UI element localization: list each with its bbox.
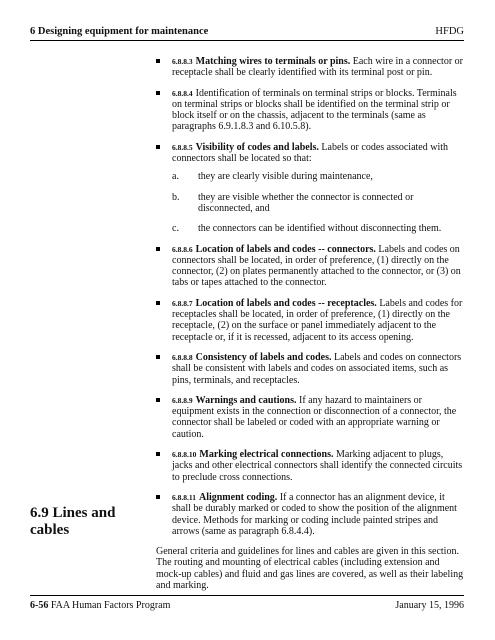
paragraph-title: Matching wires to terminals or pins. xyxy=(195,56,351,67)
list-item-text: they are visible whether the connector is connected or disconnected, and xyxy=(198,191,414,214)
paragraph-6-8-8-5 xyxy=(156,142,466,165)
section-intro: General criteria and guidelines for lines and cables are given in this section. The routing and mounting of electrical cables (including extension and mock-up cables) and fluid and gas lines are covered, as well as their labeling and marking. xyxy=(156,546,464,591)
list-item-text: the connectors can be identified without disconnecting them. xyxy=(198,223,442,235)
footer-program: FAA Human Factors Program xyxy=(50,600,171,611)
paragraph-text: Labels and codes for receptacles shall be located, in order of preference, (1) directly on the receptacle, (2) on the surface or panel immediately adjacent to the receptacle or, if it is recessed, adjacent to its access opening. xyxy=(172,297,463,343)
body-column xyxy=(156,56,466,591)
paragraph-title: Consistency of labels and codes. xyxy=(195,351,332,363)
list-item xyxy=(172,171,466,182)
paragraph-6-8-8-6 xyxy=(156,244,466,289)
paragraph-text: If a connector has an alignment device, it shall be durably marked or coded to show the position of the alignment device. Methods for marking or coding include painted stripes and arrows (same as paragraph 6.8.4.4). xyxy=(172,491,457,537)
paragraph-number: 6.8.8.5 xyxy=(172,142,193,152)
list-item xyxy=(172,192,466,215)
paragraph-title: Marking electrical connections. xyxy=(199,449,334,461)
paragraph-6-8-8-9 xyxy=(156,395,466,440)
section-heading: 6.9 Lines and cables xyxy=(30,505,116,538)
paragraph-text: Labels and codes on connectors shall be located, in order of preference, (1) directly on the connector, (2) on plates permanently attached to the connector, or (3) on tabs or tapes attached to the connector. xyxy=(172,243,461,289)
list-item-text: they are clearly visible during maintenance, xyxy=(198,171,373,183)
paragraph-number: 6.8.8.7 xyxy=(172,298,193,308)
footer-left xyxy=(30,600,170,611)
page-number: 6-56 xyxy=(30,600,49,611)
paragraph-number: 6.8.8.9 xyxy=(172,395,193,405)
paragraph-number: 6.8.8.6 xyxy=(172,244,193,254)
paragraph-title: Visibility of codes and labels. xyxy=(195,141,319,153)
page-header xyxy=(30,26,464,41)
paragraph-6-8-8-4 xyxy=(156,88,466,133)
paragraph-number: 6.8.8.4 xyxy=(172,88,193,98)
paragraph-text: Labels and codes on connectors shall be consistent with labels and codes on associated items, such as pins, terminals, and receptacles. xyxy=(172,351,462,386)
paragraph-6-8-8-8 xyxy=(156,352,466,386)
paragraph-6-8-8-10 xyxy=(156,449,466,483)
list-item xyxy=(172,223,466,234)
page-footer xyxy=(30,595,464,611)
list-item-label: a. xyxy=(172,171,179,183)
header-chapter: 6 Designing equipment for maintenance xyxy=(30,26,209,37)
paragraph-number: 6.8.8.3 xyxy=(172,57,193,66)
paragraph-title: Location of labels and codes -- receptacles. xyxy=(195,297,377,309)
paragraph-text: Labels or codes associated with connectors shall be located so that: xyxy=(172,141,449,165)
visibility-sublist xyxy=(172,171,466,234)
paragraph-title: Location of labels and codes -- connectors. xyxy=(195,243,376,255)
paragraph-text: Identification of terminals on terminal strips or blocks. Terminals on terminal strips or blocks shall be identified on the terminal strip or block itself or on the chassis, adjacent to the terminals (same as paragraphs 6.9.1.8.3 and 6.10.5.8). xyxy=(172,87,457,133)
paragraph-6-8-8-7 xyxy=(156,298,466,343)
list-item-label: c. xyxy=(172,223,179,235)
paragraph-6-8-8-11 xyxy=(156,492,466,537)
paragraph-number: 6.8.8.11 xyxy=(172,492,196,502)
footer-date: January 15, 1996 xyxy=(395,600,464,611)
paragraph-number: 6.8.8.10 xyxy=(172,450,197,460)
list-item-label: b. xyxy=(172,191,180,203)
paragraph-text: Each wire in a connector or receptacle shall be clearly identified with its terminal post or pin. xyxy=(172,56,463,79)
paragraph-text: Marking adjacent to plugs, jacks and other electrical connectors shall identify the connected circuits to preclude cross connections. xyxy=(172,449,463,483)
paragraph-title: Warnings and cautions. xyxy=(195,394,297,406)
paragraph-6-8-8-3 xyxy=(156,56,466,79)
paragraph-text: If any hazard to maintainers or equipment exists in the connection or disconnection of a connector, the connector shall be labeled or coded with an appropriate warning or caution. xyxy=(172,394,457,440)
paragraph-title: Alignment coding. xyxy=(198,491,278,503)
header-doc-id: HFDG xyxy=(435,26,464,37)
paragraph-number: 6.8.8.8 xyxy=(172,352,193,362)
